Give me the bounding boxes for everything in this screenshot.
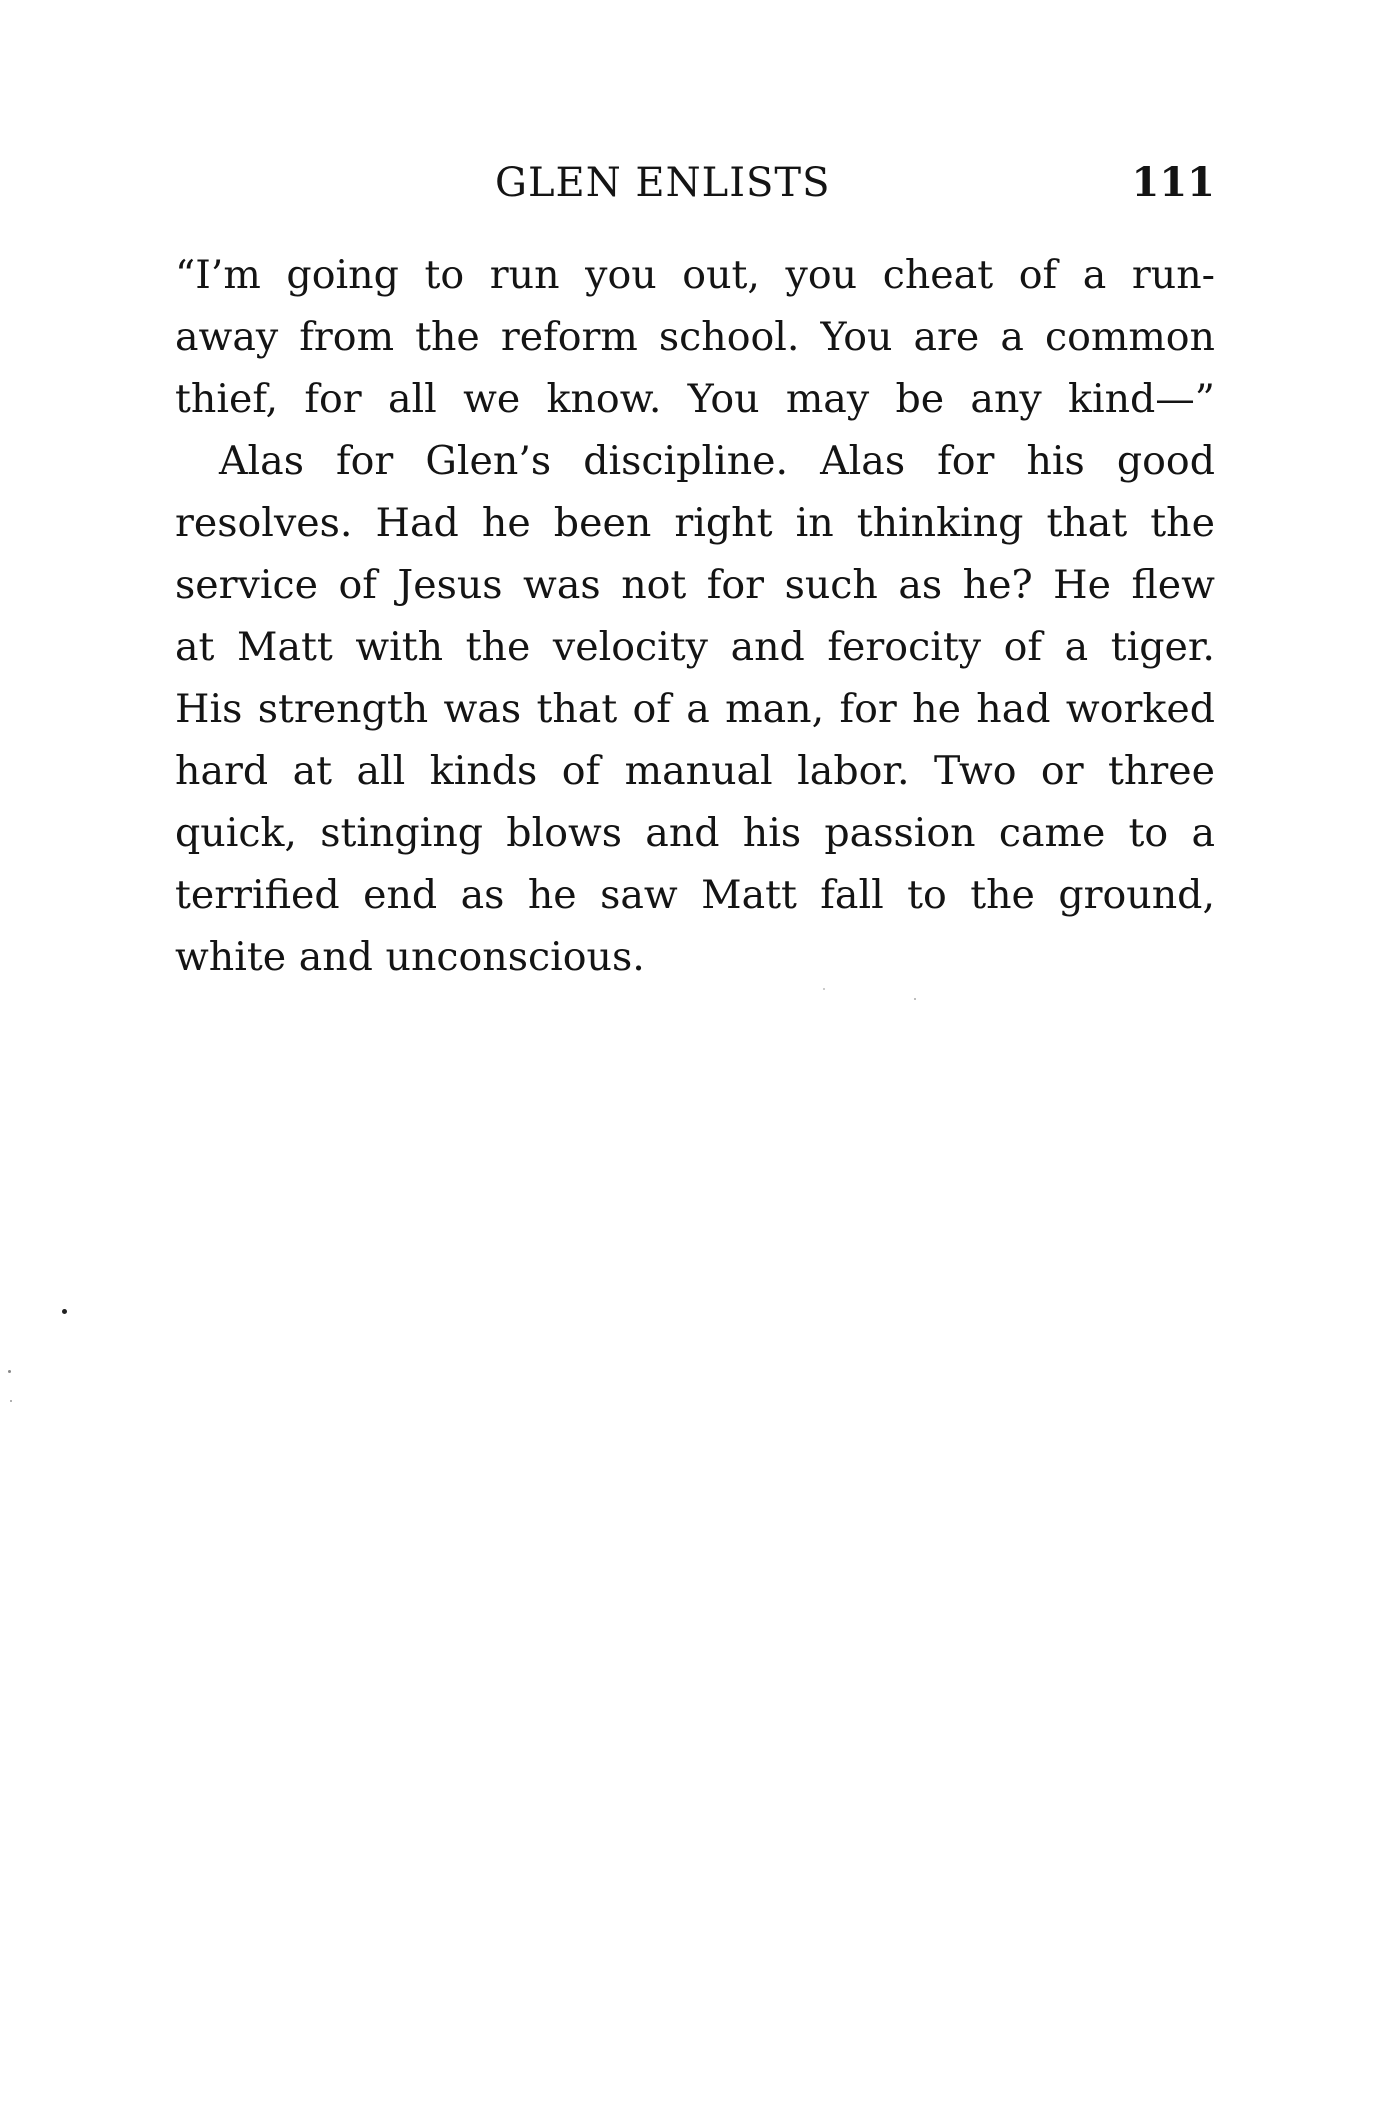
- ink-speck: [8, 1370, 11, 1373]
- ink-speck: [10, 1400, 12, 1402]
- ink-speck: [914, 998, 916, 1000]
- text-line: Alas for Glen’s discipline. Alas for his good: [219, 438, 1215, 484]
- page-number: 111: [1131, 159, 1215, 206]
- text-line: quick, stinging blows and his passion came to a: [175, 810, 1215, 856]
- text-line: thief, for all we know. You may be any kind—”: [175, 376, 1215, 422]
- text-line: hard at all kinds of manual labor. Two or three: [175, 748, 1215, 794]
- text-line: white and unconscious.: [175, 934, 645, 980]
- text-line: His strength was that of a man, for he had worked: [175, 686, 1215, 732]
- text-line: terrified end as he saw Matt fall to the ground,: [175, 872, 1215, 918]
- text-line: resolves. Had he been right in thinking that the: [175, 500, 1215, 546]
- text-line: away from the reform school. You are a common: [175, 314, 1215, 360]
- body-text: [175, 244, 1215, 988]
- text-line: service of Jesus was not for such as he? He flew: [175, 562, 1215, 608]
- running-title: GLEN ENLISTS: [495, 160, 831, 206]
- ink-speck: [62, 1309, 67, 1314]
- text-line: “I’m going to run you out, you cheat of a run-: [175, 252, 1215, 298]
- running-head: [175, 148, 1215, 218]
- ink-speck: [823, 988, 825, 990]
- text-line: at Matt with the velocity and ferocity of a tiger.: [175, 624, 1215, 670]
